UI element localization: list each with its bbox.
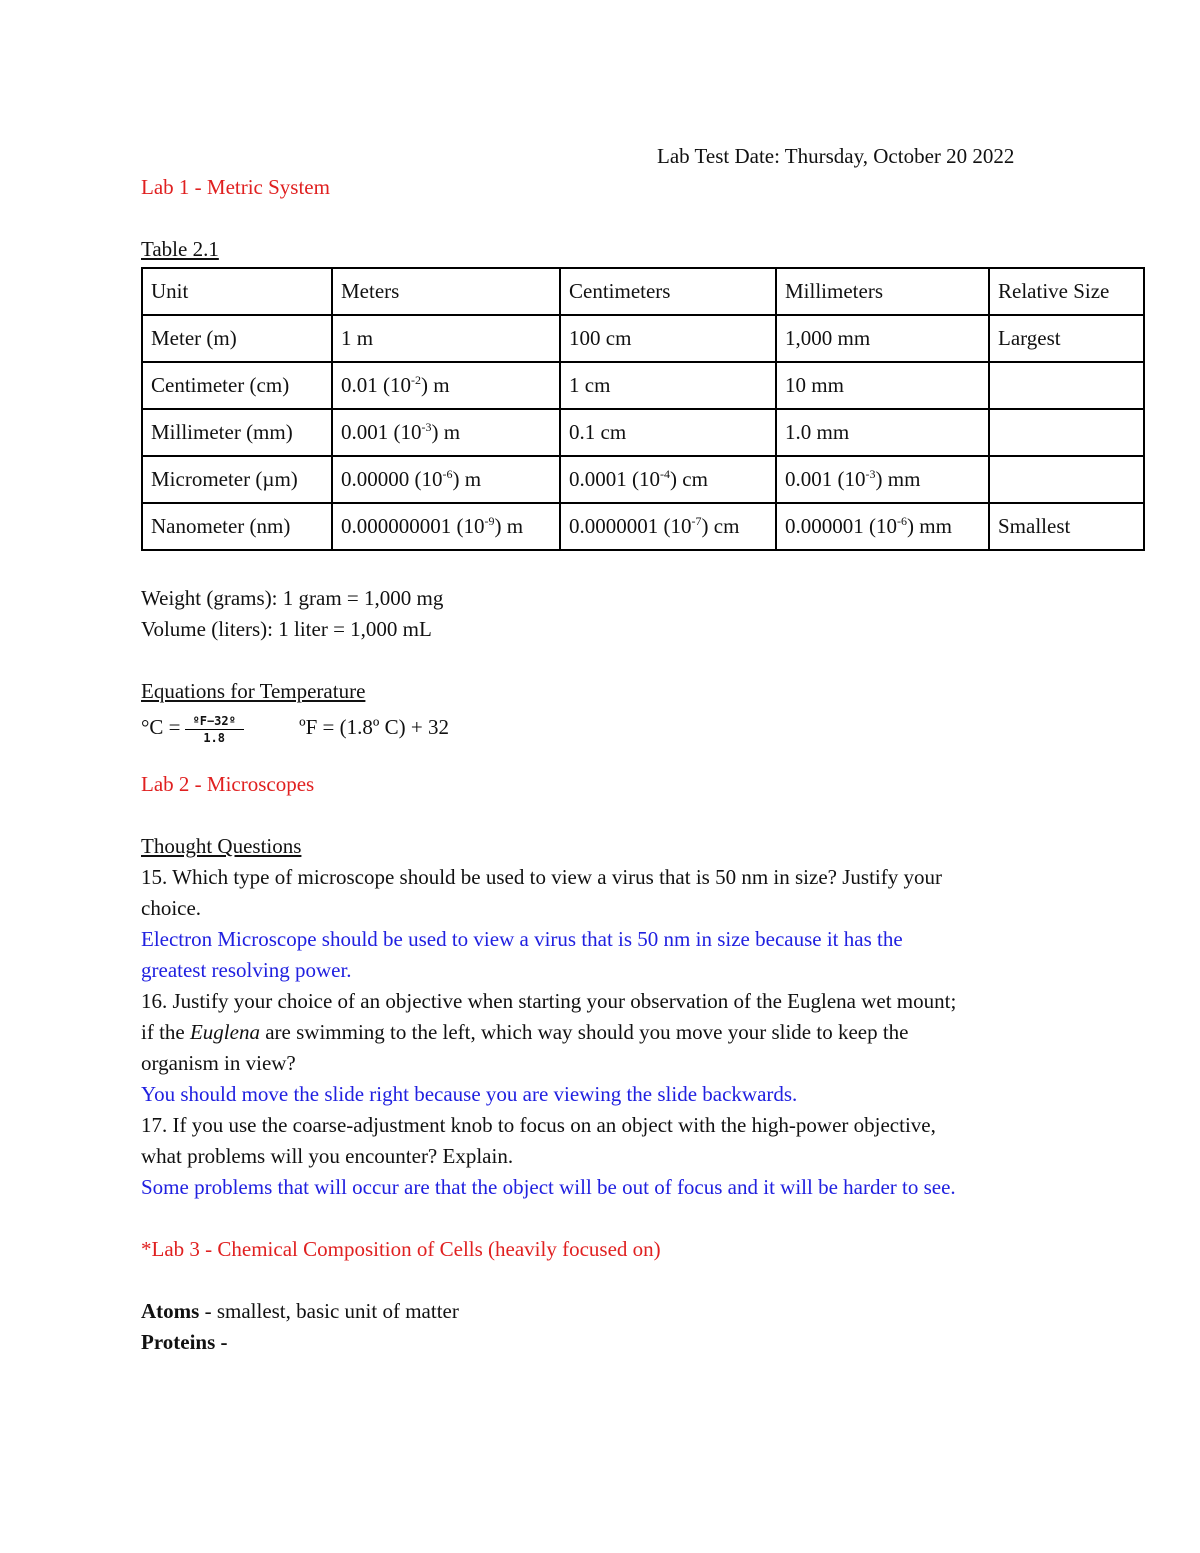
table-cell: 1 m	[332, 315, 560, 362]
table-cell	[989, 456, 1144, 503]
table-cell: Millimeter (mm)	[142, 409, 332, 456]
table-header-cell: Millimeters	[776, 268, 989, 315]
table-header-row	[142, 268, 1144, 315]
table-cell: 1.0 mm	[776, 409, 989, 456]
table-row	[142, 362, 1144, 409]
answer-17: Some problems that will occur are that the object will be out of focus and it will be harder to see.	[141, 1175, 956, 1199]
question-15-cont: choice.	[141, 896, 202, 920]
table-cell: 0.000000001 $(10^{-9})$ m	[332, 503, 560, 550]
table-cell: 0.001 $(10^{-3})$ m	[332, 409, 560, 456]
table-row	[142, 409, 1144, 456]
table-cell	[989, 362, 1144, 409]
atoms-term: Atoms	[141, 1299, 200, 1323]
table-header-cell: Centimeters	[560, 268, 776, 315]
question-17-cont: what problems will you encounter? Explain.	[141, 1144, 514, 1168]
table-cell: 1 cm	[560, 362, 776, 409]
q16-text-post: are swimming to the left, which way should you move your slide to keep the	[259, 1020, 909, 1044]
equations-heading: Equations for Temperature	[141, 679, 366, 703]
table-cell: Largest	[989, 315, 1144, 362]
answer-15: Electron Microscope should be used to view a virus that is 50 nm in size because it has the	[141, 927, 903, 951]
document-body	[141, 140, 1146, 1358]
table-cell: Meter (m)	[142, 315, 332, 362]
lab2-title: Lab 2 - Microscopes	[141, 772, 315, 796]
celsius-equation-lhs: °C =	[141, 715, 181, 739]
table-header-cell: Meters	[332, 268, 560, 315]
table-cell: 100 cm	[560, 315, 776, 362]
euglena-italic: Euglena	[189, 1020, 260, 1044]
table-row	[142, 315, 1144, 362]
table-cell: Smallest	[989, 503, 1144, 550]
question-17: 17. If you use the coarse-adjustment knob to focus on an object with the high-power objective,	[141, 1113, 936, 1137]
temperature-equations	[141, 707, 1146, 747]
table-row	[142, 456, 1144, 503]
table-cell: Centimeter (cm)	[142, 362, 332, 409]
weight-line: Weight (grams): 1 gram = 1,000 mg	[141, 586, 444, 610]
q16-text-pre: if the	[141, 1020, 190, 1044]
table-cell	[989, 409, 1144, 456]
lab-test-date: Lab Test Date: Thursday, October 20 2022	[657, 144, 1015, 168]
question-15: 15. Which type of microscope should be used to view a virus that is 50 nm in size? Justify your	[141, 865, 942, 889]
table-header-cell: Unit	[142, 268, 332, 315]
fahrenheit-equation: ºF = (1.8º C) + 32	[299, 715, 449, 739]
table-cell: 10 mm	[776, 362, 989, 409]
table-cell: 0.0001 $(10^{-4})$ cm	[560, 456, 776, 503]
proteins-definition	[141, 1327, 1146, 1358]
table-cell: 1,000 mm	[776, 315, 989, 362]
question-16-cont	[141, 1017, 1146, 1048]
fraction-denominator: 1.8	[203, 730, 226, 745]
proteins-text: -	[215, 1330, 228, 1354]
atoms-definition	[141, 1296, 1146, 1327]
answer-15-cont: greatest resolving power.	[141, 958, 352, 982]
table-cell: 0.01 $(10^{-2})$ m	[332, 362, 560, 409]
lab1-title: Lab 1 - Metric System	[141, 175, 330, 199]
table-cell: 0.0000001 $(10^{-7})$ cm	[560, 503, 776, 550]
table-header-cell: Relative Size	[989, 268, 1144, 315]
thought-questions-heading: Thought Questions	[141, 834, 302, 858]
answer-16: You should move the slide right because you are viewing the slide backwards.	[141, 1082, 798, 1106]
proteins-term: Proteins	[141, 1330, 216, 1354]
table-cell: 0.001 $(10^{-3})$ mm	[776, 456, 989, 503]
question-16: 16. Justify your choice of an objective when starting your observation of the Euglena wet mount;	[141, 989, 957, 1013]
question-16-end: organism in view?	[141, 1051, 296, 1075]
fraction-numerator: ºF−32º	[185, 713, 244, 730]
table-cell: 0.000001 $(10^{-6})$ mm	[776, 503, 989, 550]
table-cell: 0.1 cm	[560, 409, 776, 456]
atoms-text: - smallest, basic unit of matter	[199, 1299, 459, 1323]
celsius-fraction	[185, 713, 244, 746]
lab3-title: *Lab 3 - Chemical Composition of Cells (heavily focused on)	[141, 1237, 661, 1261]
table-caption: Table 2.1	[141, 237, 219, 261]
table-cell: Micrometer (µm)	[142, 456, 332, 503]
metric-table	[141, 267, 1145, 551]
table-cell: 0.00000 $(10^{-6})$ m	[332, 456, 560, 503]
table-cell: Nanometer (nm)	[142, 503, 332, 550]
table-row	[142, 503, 1144, 550]
volume-line: Volume (liters): 1 liter = 1,000 mL	[141, 617, 432, 641]
